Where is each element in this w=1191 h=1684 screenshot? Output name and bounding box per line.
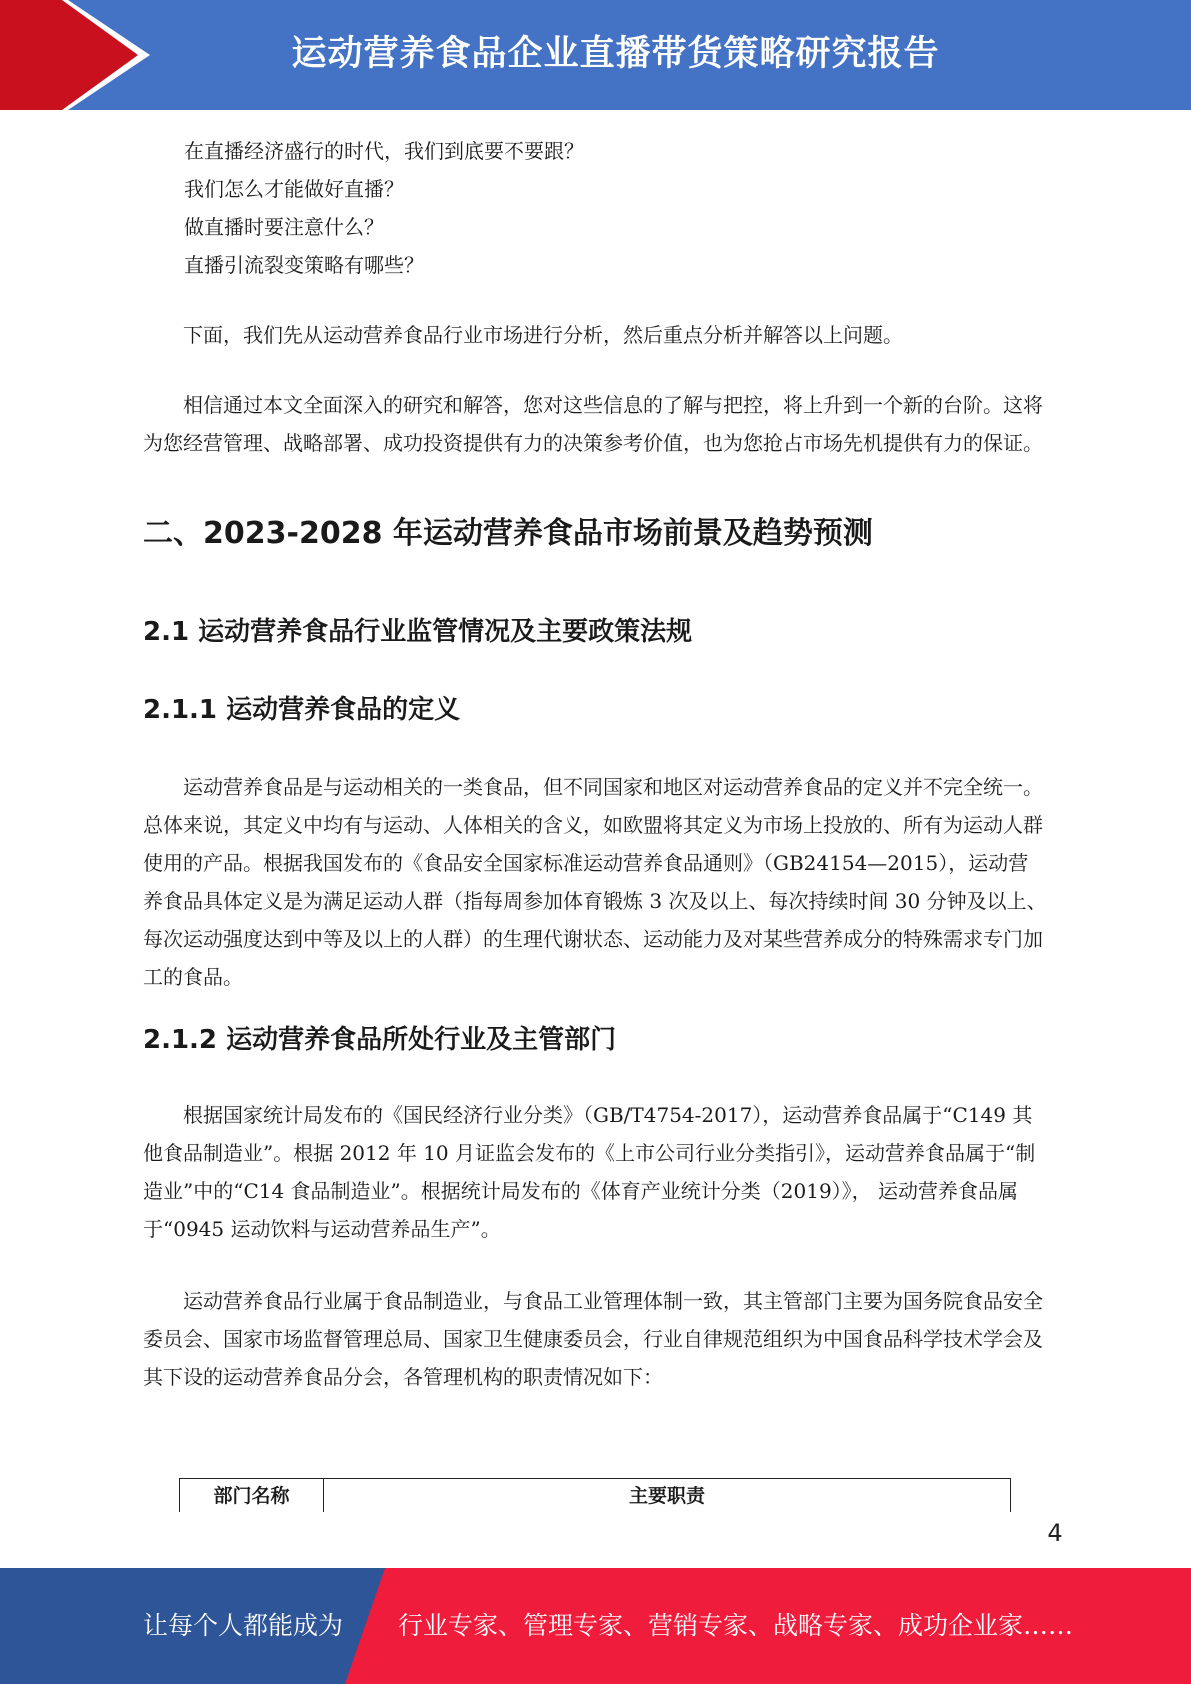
question-1: 在直播经济盛行的时代，我们到底要不要跟？ (184, 139, 584, 163)
intro-paragraph-1: 下面，我们先从运动营养食品行业市场进行分析，然后重点分析并解答以上问题。 (183, 323, 903, 347)
question-2: 我们怎么才能做好直播？ (184, 177, 404, 201)
table-header-department: 部门名称 (180, 1479, 324, 1512)
page-footer (0, 1568, 1191, 1684)
footer-slogan-left: 让每个人都能成为 (143, 1611, 344, 1640)
page-header (0, 0, 1191, 110)
question-4: 直播引流裂变策略有哪些？ (184, 253, 424, 277)
industry-paragraph: 根据国家统计局发布的《国民经济行业分类》（GB/T4754-2017），运动营养食品属于“C149 其他食品制造业”。根据 2012 年 10 月证监会发布的《上市公司行业分类指引》，运动营养食品属于“制造业”中的“C14 食品制造业”。根据统计局发布的《体育产业统计分类（2019）》， 运动营养食品属于“0945 运动饮料与运动营养品生产”。 (143, 1103, 1036, 1241)
authority-paragraph: 运动营养食品行业属于食品制造业，与食品工业管理体制一致，其主管部门主要为国务院食品安全委员会、国家市场监督管理总局、国家卫生健康委员会，行业自律规范组织为中国食品科学技术学会及其下设的运动营养食品分会，各管理机构的职责情况如下： (143, 1289, 1043, 1389)
definition-paragraph: 运动营养食品是与运动相关的一类食品，但不同国家和地区对运动营养食品的定义并不完全统一。总体来说，其定义中均有与运动、人体相关的含义，如欧盟将其定义为市场上投放的、所有为运动人群使用的产品。根据我国发布的《食品安全国家标准运动营养食品通则》（GB24154—2015），运动营养食品具体定义是为满足运动人群（指每周参加体育锻炼 3 次及以上、每次持续时间 30 分钟及以上、每次运动强度达到中等及以上的人群）的生理代谢状态、运动能力及对某些营养成分的特殊需求专门加工的食品。 (143, 775, 1047, 989)
table-header-duties: 主要职责 (628, 1485, 705, 1507)
section-2-heading: 二、2023-2028 年运动营养食品市场前景及趋势预测 (143, 516, 873, 551)
section-2-1-heading: 2.1 运动营养食品行业监管情况及主要政策法规 (143, 617, 693, 647)
header-title: 运动营养食品企业直播带货策略研究报告 (291, 34, 940, 74)
question-3: 做直播时要注意什么？ (184, 215, 384, 239)
section-2-1-1-heading: 2.1.1 运动营养食品的定义 (143, 695, 461, 725)
section-2-1-2-heading: 2.1.2 运动营养食品所处行业及主管部门 (143, 1025, 617, 1055)
footer-slogan-right: 行业专家、管理专家、营销专家、战略专家、成功企业家…… (398, 1611, 1074, 1640)
page-content (143, 132, 1048, 1396)
intro-paragraph-2: 相信通过本文全面深入的研究和解答，您对这些信息的了解与把控，将上升到一个新的台阶。这将为您经营管理、战略部署、成功投资提供有力的决策参考价值，也为您抢占市场先机提供有力的保证。 (143, 393, 1043, 455)
page-number: 4 (1047, 1519, 1063, 1547)
departments-table-header (179, 1478, 1011, 1512)
